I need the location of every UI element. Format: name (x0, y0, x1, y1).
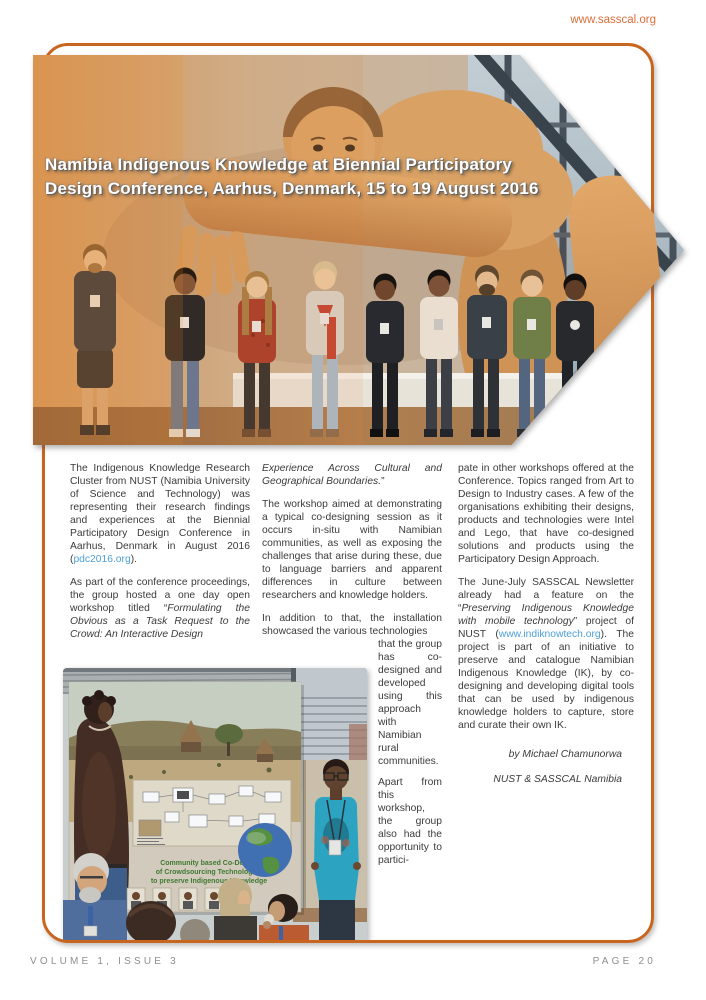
headline-line1: Namibia Indigenous Knowledge at Biennial Participatory (45, 155, 513, 174)
paragraph-text: ” project of NUST ( (458, 616, 634, 640)
paragraph (70, 462, 250, 566)
website-url[interactable]: www.sasscal.org (570, 14, 656, 26)
paragraph: Apart from this workshop, the group also had the opportunity to partici- (378, 777, 442, 866)
photo-wrap-spacer (262, 638, 378, 930)
footer-volume-issue: VOLUME 1, ISSUE 3 (30, 956, 179, 967)
text-wrap-zone (262, 638, 442, 867)
conference-group-photo (33, 55, 684, 445)
paragraph-text: As part of the conference proceedings, the group hosted a one day open workshop titled “ (70, 577, 250, 614)
paragraph: pate in other workshops offered at the Conference. Topics ranged from Art to Design to Industry cases. A few of the organisations exhibiting their designs, products and technologies were Intel and Lego, that have co-designed solutions and products using the Participatory Design Approach. (458, 463, 634, 565)
byline (458, 748, 634, 786)
paragraph-text: ). (130, 554, 137, 565)
paragraph: The workshop aimed at demonstrating a typical co-designing session as it occurs in-situ with Namibian communities, as well as exposing the challenges that arise during these, due to language barriers and apparent differences in culture between researchers and knowledge holders. (262, 499, 442, 601)
paragraph-text: The June-July SASSCAL Newsletter already had a feature on the “ (458, 577, 634, 614)
paragraph (262, 462, 442, 488)
group-photo-illustration (33, 55, 684, 445)
article-column-3 (458, 462, 634, 798)
paragraph (70, 576, 250, 641)
workshop-title-italic: Formulating the Obvious as a Task Request to the Crowd: An Interactive Design (70, 603, 250, 640)
feature-title-italic: Preserving Indigenous Knowledge with mobile technology (458, 603, 634, 627)
article-column-1 (70, 462, 250, 651)
byline-author: by Michael Chamunorwa (508, 749, 622, 760)
paragraph-text: ). The project is part of an initiative to preserve and catalogue Namibian Indigenous Knowledge (IK), by co-designing and developing digital tools that can be used by indigenous knowledge holders to capture, store and curate their own IK. (458, 629, 634, 731)
paragraph: In addition to that, the installation showcased the various technologies (262, 613, 442, 637)
headline-line2: Design Conference, Aarhus, Denmark, 15 to 19 August 2016 (45, 178, 539, 198)
indiknowtech-link[interactable]: www.indiknowtech.org (498, 629, 601, 640)
article-column-2 (262, 462, 442, 930)
footer-page-number: PAGE 20 (592, 956, 656, 967)
paragraph: that the group has co-designed and developed using this approach with Namibian rural communities. (378, 639, 442, 767)
article-headline (45, 153, 645, 200)
pdc2016-link[interactable]: pdc2016.org (73, 554, 131, 565)
paragraph-text: The Indigenous Knowledge Research Cluster from NUST (Namibia University of Science and Technology) was representing their research findings and experiences at the Biennial Participatory Design Conference in Aarhus, Denmark in August 2016 ( (70, 463, 250, 565)
paragraph-text: ” (381, 476, 385, 487)
paragraph (458, 576, 634, 732)
workshop-title-italic: Experience Across Cultural and Geographical Boundaries. (262, 463, 442, 487)
byline-organisation: NUST & SASSCAL Namibia (493, 774, 622, 785)
